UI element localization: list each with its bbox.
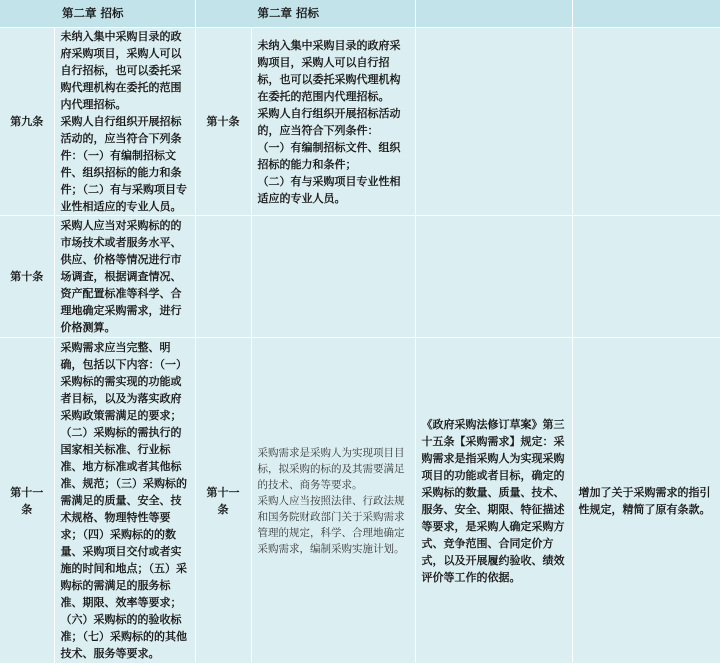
row-old-article-label: 第十条 [0, 216, 54, 338]
row-note [572, 216, 720, 338]
row-new-article-text [251, 216, 415, 338]
row-new-article-label [195, 216, 251, 338]
table-row [0, 338, 720, 664]
table-row [0, 28, 720, 216]
row-draft-text: 《政府采购法修订草案》第三十五条【采购需求】规定：采购需求是指采购人为实现采购项目的功能或者目标，确定的采购标的数量、质量、技术、服务、安全、期限、特征描述等要求，是采购人确定采购方式、竞争范围、合同定价方式，以及开展履约验收、绩效评价等工作的依据。 [415, 338, 572, 664]
row-note: 增加了关于采购需求的指引性规定，精简了原有条款。 [572, 338, 720, 664]
row-draft-text [415, 216, 572, 338]
row-old-article-text: 采购人应当对采购标的的市场技术或者服务水平、供应、价格等情况进行市场调查，根据调查情况、资产配置标准等科学、合理地确定采购需求，进行价格测算。 [54, 216, 195, 338]
row-note [572, 28, 720, 216]
row-old-article-label: 第十一条 [0, 338, 54, 664]
header-chapter-new: 第二章 招标 [195, 0, 415, 28]
row-old-article-text: 未纳入集中采购目录的政府采购项目，采购人可以自行招标，也可以委托采购代理机构在委托的范围内代理招标。 采购人自行组织开展招标活动的，应当符合下列条件：（一）有编制招标文件、组织招标的能力和条件；（二）有与采购项目专业性相适应的专业人员。 [54, 28, 195, 216]
row-old-article-text: 采购需求应当完整、明确，包括以下内容：（一）采购标的需实现的功能或者目标，以及为落实政府采购政策需满足的要求；（二）采购标的需执行的国家相关标准、行业标准、地方标准或者其他标准、规范；（三）采购标的需满足的质量、安全、技术规格、物理特性等要求；（四）采购标的的数量、采购项目交付或者实施的时间和地点；（五）采购标的需满足的服务标准、期限、效率等要求；（六）采购标的的验收标准；（七）采购标的的其他技术、服务等要求。 [54, 338, 195, 664]
table-header-row [0, 0, 720, 28]
table-row [0, 216, 720, 338]
row-new-article-text: 未纳入集中采购目录的政府采购项目，采购人可以自行招标，也可以委托采购代理机构在委托的范围内代理招标。 采购人自行组织开展招标活动的，应当符合下列条件： （一）有编制招标文件、组织招标的能力和条件； （二）有与采购项目专业性相适应的专业人员。 [251, 28, 415, 216]
header-empty-note [572, 0, 720, 28]
row-new-article-label: 第十条 [195, 28, 251, 216]
header-empty-draft [415, 0, 572, 28]
row-new-article-text: 采购需求是采购人为实现项目目标，拟采购的标的及其需要满足的技术、商务等要求。 采购人应当按照法律、行政法规和国务院财政部门关于采购需求管理的规定，科学、合理地确定采购需求，编制采购实施计划。 [251, 338, 415, 664]
row-old-article-label: 第九条 [0, 28, 54, 216]
row-draft-text [415, 28, 572, 216]
row-new-article-label: 第十一条 [195, 338, 251, 664]
header-chapter-old: 第二章 招标 [0, 0, 195, 28]
